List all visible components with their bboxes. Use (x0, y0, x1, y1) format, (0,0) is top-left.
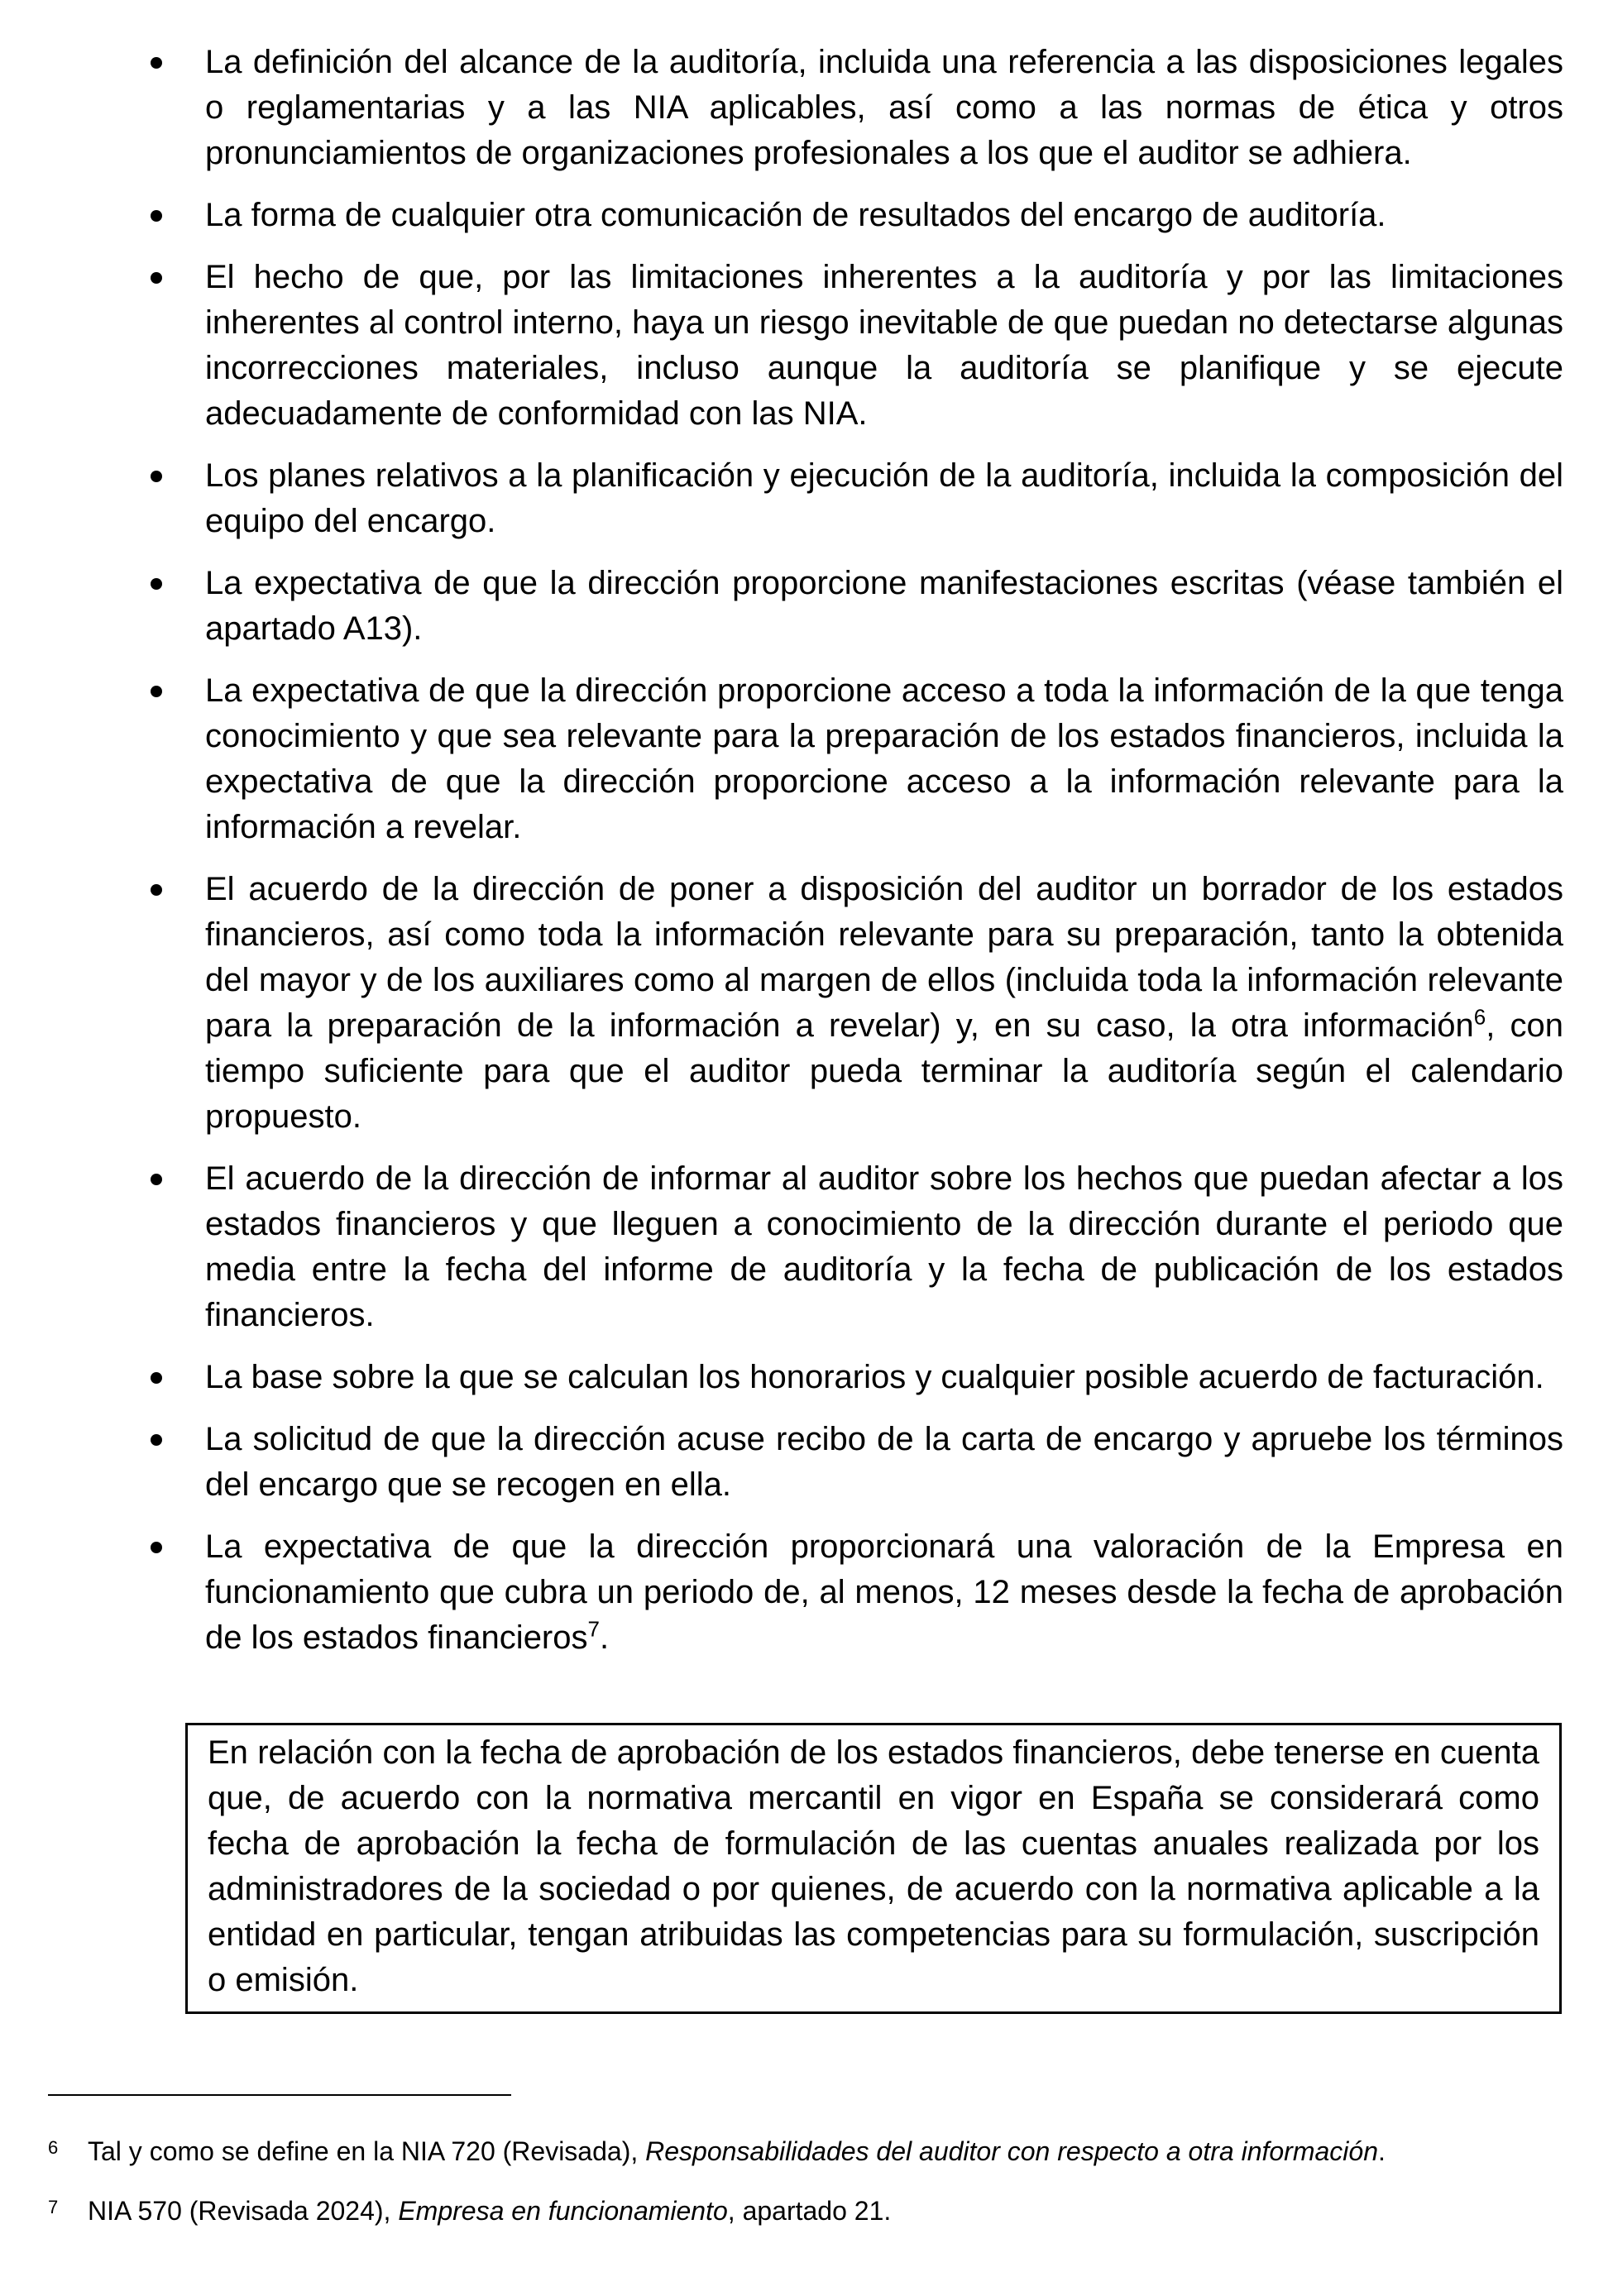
bullet-icon (151, 1174, 162, 1185)
bullet-text-part: , con tiempo suficiente para que el auditor pueda terminar la auditoría según el calendario propuesto. (205, 1007, 1564, 1135)
bullet-text-part: La expectativa de que la dirección proporcionará una valoración de la Empresa en funcionamiento que cubra un periodo de, al menos, 12 meses desde la fecha de aprobación de los estados financieros (205, 1528, 1563, 1656)
bullet-icon (151, 578, 162, 590)
bullet-text: La forma de cualquier otra comunicación de resultados del encargo de auditoría. (205, 197, 1386, 233)
bullet-item (141, 1524, 1563, 1661)
footnote-number: 6 (48, 2137, 59, 2158)
bullet-text: La solicitud de que la dirección acuse recibo de la carta de encargo y apruebe los términos del encargo que se recogen en ella. (205, 1421, 1563, 1503)
footnote-title: Empresa en funcionamiento (398, 2196, 728, 2226)
footnote-6 (48, 2134, 1578, 2169)
footnote-number: 7 (48, 2197, 59, 2217)
bullet-text-part: . (599, 1619, 610, 1656)
footnote-separator (48, 2094, 511, 2096)
bullet-item (141, 561, 1563, 652)
bullet-icon (151, 1372, 162, 1384)
bullet-item (141, 668, 1563, 850)
bullet-text (205, 871, 1563, 1135)
bullet-item (141, 1355, 1563, 1400)
bullet-item (141, 1417, 1563, 1508)
bullet-text: El acuerdo de la dirección de informar al auditor sobre los hechos que puedan afectar a los estados financieros y que lleguen a conocimiento de la dirección durante el periodo que media entre la fecha del informe de auditoría y la fecha de publicación de los estados financieros. (205, 1160, 1563, 1333)
bullet-icon (151, 1542, 162, 1553)
bullet-icon (151, 57, 162, 69)
bullet-icon (151, 210, 162, 222)
bullet-item (141, 1156, 1563, 1338)
bullet-text: Los planes relativos a la planificación y ejecución de la auditoría, incluida la composición del equipo del encargo. (205, 457, 1563, 539)
footnote-ref-7[interactable]: 7 (587, 1616, 600, 1642)
note-box (185, 1723, 1562, 2014)
bullet-icon (151, 471, 162, 482)
footnote-text: Tal y como se define en la NIA 720 (Revisada), (88, 2136, 646, 2166)
bullet-item (141, 255, 1563, 437)
bullet-item (141, 193, 1563, 238)
footnote-title: Responsabilidades del auditor con respecto a otra información (645, 2136, 1378, 2166)
bullet-icon (151, 1434, 162, 1446)
bullet-icon (151, 686, 162, 697)
footnote-ref-6[interactable]: 6 (1473, 1004, 1486, 1030)
footnote-text: NIA 570 (Revisada 2024), (88, 2196, 399, 2226)
bullet-text-part: El acuerdo de la dirección de poner a disposición del auditor un borrador de los estados financieros, así como toda la información relevante para su preparación, tanto la obtenida del mayor y de los auxiliares como al margen de ellos (incluida toda la información relevante para la preparación de la información a revelar) y, en su caso, la otra información (205, 871, 1563, 1044)
bullet-icon (151, 884, 162, 896)
bullet-item (141, 453, 1563, 544)
bullet-text: La expectativa de que la dirección proporcione manifestaciones escritas (véase también el apartado A13). (205, 565, 1563, 647)
footnote-text: , apartado 21. (727, 2196, 892, 2226)
bullet-text: La expectativa de que la dirección proporcione acceso a toda la información de la que tenga conocimiento y que sea relevante para la preparación de los estados financieros, incluida la expectativa de que la dirección proporcione acceso a la información relevante para la información a revelar. (205, 672, 1563, 845)
bullet-text: La base sobre la que se calculan los honorarios y cualquier posible acuerdo de facturación. (205, 1359, 1544, 1395)
note-text: En relación con la fecha de aprobación de los estados financieros, debe tenerse en cuenta que, de acuerdo con la normativa mercantil en vigor en España se considerará como fecha de aprobación la fecha de formulación de las cuentas anuales realizada por los administradores de la sociedad o por quienes, de acuerdo con la normativa aplicable a la entidad en particular, tengan atribuidas las competencias para su formulación, suscripción o emisión. (208, 1734, 1539, 1998)
bullet-item (141, 867, 1563, 1140)
bullet-icon (151, 272, 162, 284)
bullet-text (205, 1528, 1563, 1656)
bullet-text: La definición del alcance de la auditoría, incluida una referencia a las disposiciones legales o reglamentarias y a las NIA aplicables, así como a las normas de ética y otros pronunciamientos de organizaciones profesionales a los que el auditor se adhiera. (205, 44, 1563, 171)
bullet-item (141, 40, 1563, 176)
footnote-text: . (1377, 2136, 1386, 2166)
bullet-list (141, 40, 1563, 1677)
footnote-7 (48, 2193, 1578, 2228)
bullet-text: El hecho de que, por las limitaciones inherentes a la auditoría y por las limitaciones inherentes al control interno, haya un riesgo inevitable de que puedan no detectarse algunas incorrecciones materiales, incluso aunque la auditoría se planifique y se ejecute adecuadamente de conformidad con las NIA. (205, 259, 1563, 432)
